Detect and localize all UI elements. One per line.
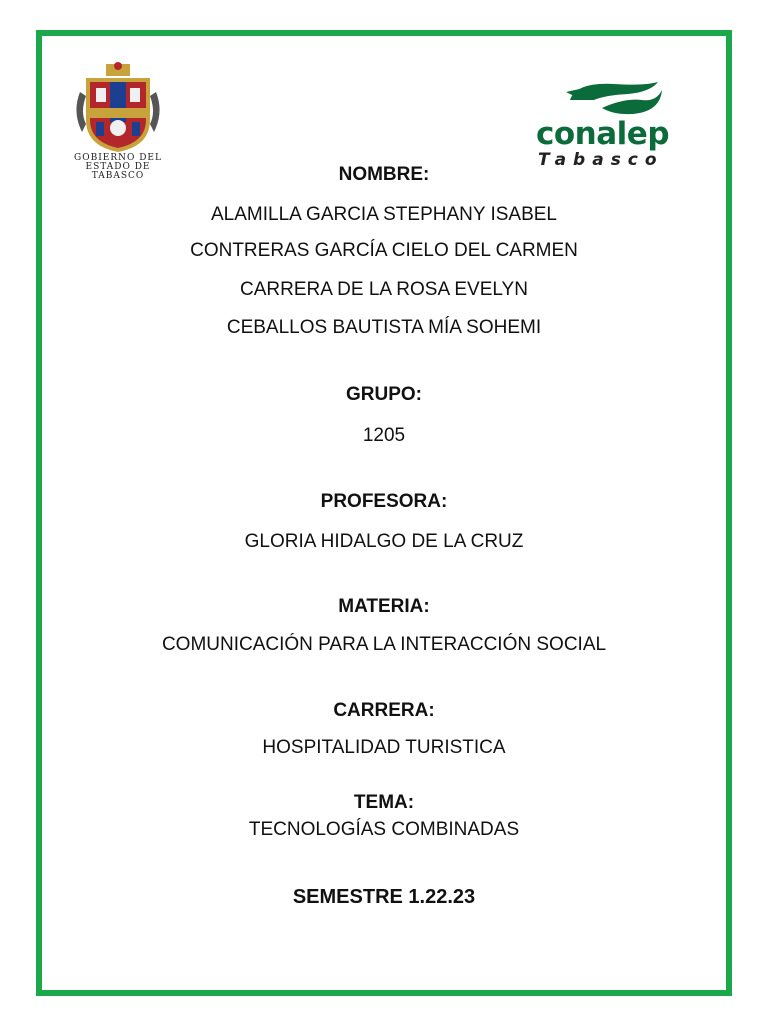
student-name: ALAMILLA GARCIA STEPHANY ISABEL bbox=[210, 204, 558, 225]
grupo-value: 1205 bbox=[362, 425, 406, 446]
conalep-subtitle: Tabasco bbox=[538, 150, 664, 170]
seal-caption-line: ESTADO DE bbox=[85, 162, 151, 172]
coat-of-arms-icon bbox=[66, 62, 170, 154]
student-name: CONTRERAS GARCÍA CIELO DEL CARMEN bbox=[190, 240, 578, 261]
profesora-heading: PROFESORA: bbox=[320, 491, 448, 512]
carrera-heading: CARRERA: bbox=[333, 700, 435, 721]
carrera-value: HOSPITALIDAD TURISTICA bbox=[262, 737, 506, 758]
seal-caption-line: TABASCO bbox=[91, 171, 145, 181]
materia-heading: MATERIA: bbox=[338, 596, 430, 617]
tema-value: TECNOLOGÍAS COMBINADAS bbox=[248, 819, 520, 840]
conalep-emblem-icon bbox=[532, 78, 698, 118]
grupo-heading: GRUPO: bbox=[346, 384, 422, 405]
profesora-value: GLORIA HIDALGO DE LA CRUZ bbox=[244, 531, 524, 552]
seal-caption-line: GOBIERNO DEL bbox=[74, 153, 162, 163]
materia-value: COMUNICACIÓN PARA LA INTERACCIÓN SOCIAL bbox=[161, 634, 607, 655]
semestre-heading: SEMESTRE 1.22.23 bbox=[292, 886, 476, 908]
conalep-logo bbox=[532, 78, 698, 174]
student-name: CEBALLOS BAUTISTA MÍA SOHEMI bbox=[226, 317, 542, 338]
nombre-heading: NOMBRE: bbox=[338, 164, 430, 185]
conalep-wordmark: conalep bbox=[536, 116, 670, 152]
student-name: CARRERA DE LA ROSA EVELYN bbox=[240, 279, 528, 300]
tema-heading: TEMA: bbox=[353, 792, 415, 813]
